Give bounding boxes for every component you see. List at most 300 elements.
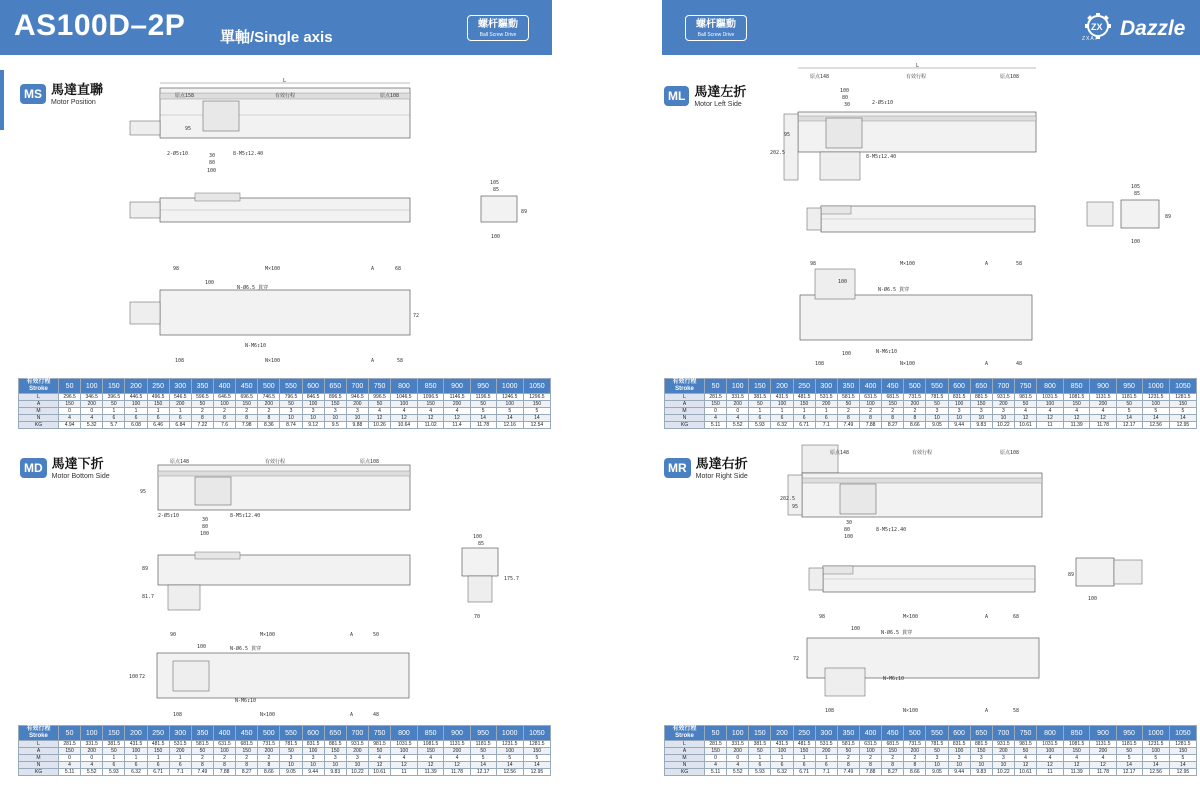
table-cell: 50 xyxy=(191,748,213,755)
table-cell: 1231.5 xyxy=(496,741,523,748)
stroke-header-cell: 750 xyxy=(368,726,390,741)
stroke-header-cell: 350 xyxy=(191,726,213,741)
table-cell: 12.17 xyxy=(1116,422,1142,429)
dim-label: 30 xyxy=(202,517,209,523)
stroke-header-cell: 300 xyxy=(169,379,191,394)
stroke-header-cell: 950 xyxy=(470,379,496,394)
stroke-header-cell: 700 xyxy=(346,379,368,394)
table-cell: 14 xyxy=(1116,415,1142,422)
table-cell: 9.44 xyxy=(948,422,970,429)
dim-label: 原点148 xyxy=(810,74,830,80)
table-cell: 14 xyxy=(1142,415,1169,422)
table-cell: 4 xyxy=(1037,755,1064,762)
table-cell: 8 xyxy=(859,762,881,769)
table-cell: 150 xyxy=(417,748,444,755)
dim-label: 48 xyxy=(373,712,380,718)
table-cell: 100 xyxy=(859,748,881,755)
table-row xyxy=(19,394,551,401)
table-cell: 6.32 xyxy=(771,769,793,776)
table-cell: 10 xyxy=(948,415,970,422)
table-cell: 2 xyxy=(837,755,859,762)
table-cell: 1 xyxy=(125,755,147,762)
table-cell: 50 xyxy=(470,748,496,755)
table-cell: 100 xyxy=(1142,748,1169,755)
stroke-header-cell: 900 xyxy=(444,726,470,741)
table-cell: 0 xyxy=(705,408,727,415)
row-label: L xyxy=(665,741,705,748)
table-cell: 4 xyxy=(1063,755,1090,762)
table-cell: 200 xyxy=(727,748,749,755)
table-cell: 150 xyxy=(59,748,81,755)
table-cell: 531.5 xyxy=(815,394,837,401)
dim-label: 原点148 xyxy=(830,450,850,456)
table-cell: 10.61 xyxy=(368,769,390,776)
row-label: N xyxy=(19,762,59,769)
table-cell: 8.66 xyxy=(258,769,280,776)
table-cell: 0 xyxy=(705,755,727,762)
table-cell: 150 xyxy=(1169,401,1196,408)
table-cell: 11 xyxy=(1037,769,1064,776)
table-cell: 431.5 xyxy=(125,741,147,748)
table-cell: 150 xyxy=(793,401,815,408)
ms-top-view-drawing xyxy=(125,75,425,180)
model-subtitle: 單軸/Single axis xyxy=(220,29,333,46)
dim-label: N×100 xyxy=(900,361,916,367)
table-cell: 200 xyxy=(81,748,103,755)
row-label: M xyxy=(665,408,705,415)
table-cell: 3 xyxy=(302,408,324,415)
table-cell: 10.26 xyxy=(368,422,390,429)
stroke-label-en: Stroke xyxy=(675,386,694,392)
dim-label: 100 xyxy=(205,280,215,286)
table-cell: 381.5 xyxy=(103,741,125,748)
table-cell: 11.02 xyxy=(417,422,444,429)
table-cell: 1281.5 xyxy=(523,741,550,748)
table-cell: 731.5 xyxy=(904,394,926,401)
ml-side-view-drawing xyxy=(795,200,1040,240)
dim-label: 原点108 xyxy=(1000,450,1020,456)
table-cell: 0 xyxy=(81,408,103,415)
table-cell: 12 xyxy=(391,762,418,769)
table-cell: 100 xyxy=(771,748,793,755)
table-cell: 10 xyxy=(346,762,368,769)
table-cell: 581.5 xyxy=(837,741,859,748)
table-cell: 10 xyxy=(280,415,302,422)
table-row xyxy=(19,755,551,762)
table-cell: 200 xyxy=(1090,748,1116,755)
table-cell: 12 xyxy=(1063,762,1090,769)
stroke-header-cell: 750 xyxy=(1014,379,1036,394)
dim-label: 70 xyxy=(474,614,481,620)
table-cell: 12 xyxy=(417,415,444,422)
stroke-header-cell: 250 xyxy=(793,726,815,741)
brand-name: Dazzle xyxy=(1120,17,1186,40)
table-cell: 631.5 xyxy=(859,394,881,401)
table-cell: 446.5 xyxy=(125,394,147,401)
table-cell: 8 xyxy=(191,415,213,422)
dim-label: 原点108 xyxy=(380,93,400,99)
table-cell: 281.5 xyxy=(705,394,727,401)
table-cell: 11.78 xyxy=(1090,769,1116,776)
table-cell: 8 xyxy=(213,762,235,769)
table-cell: 50 xyxy=(926,748,948,755)
table-cell: 10 xyxy=(302,762,324,769)
table-cell: 3 xyxy=(346,408,368,415)
table-row xyxy=(665,408,1197,415)
table-cell: 5 xyxy=(1142,408,1169,415)
svg-text:ZX: ZX xyxy=(1091,22,1103,32)
stroke-header-cell: 150 xyxy=(103,379,125,394)
mr-bottom-view-drawing xyxy=(785,608,1045,718)
table-cell: 8.66 xyxy=(904,769,926,776)
stroke-header-cell: 150 xyxy=(749,726,771,741)
header-right xyxy=(662,0,1200,55)
table-cell: 1181.5 xyxy=(1116,394,1142,401)
table-cell: 5.11 xyxy=(705,422,727,429)
dim-label: 81.7 xyxy=(142,594,155,600)
table-cell: 12 xyxy=(1063,415,1090,422)
table-cell: 5.11 xyxy=(705,769,727,776)
stroke-header-cell: 1000 xyxy=(496,379,523,394)
table-cell: 1 xyxy=(169,408,191,415)
table-cell: 981.5 xyxy=(1014,394,1036,401)
dim-label: 100 xyxy=(1131,239,1141,245)
table-cell: 681.5 xyxy=(882,394,904,401)
table-cell: 7.1 xyxy=(815,422,837,429)
dim-label: 108 xyxy=(175,358,185,364)
row-label: A xyxy=(19,401,59,408)
header-left xyxy=(0,0,552,55)
table-cell: 546.5 xyxy=(169,394,191,401)
table-cell: 100 xyxy=(859,401,881,408)
table-cell: 14 xyxy=(496,415,523,422)
table-cell: 1246.5 xyxy=(496,394,523,401)
stroke-header-cell: 400 xyxy=(859,379,881,394)
table-cell: 346.5 xyxy=(81,394,103,401)
dim-label: 108 xyxy=(815,361,825,367)
table-row xyxy=(19,415,551,422)
stroke-header-cell: 100 xyxy=(727,379,749,394)
table-cell: 6.32 xyxy=(771,422,793,429)
table-row xyxy=(19,408,551,415)
table-cell: 3 xyxy=(948,408,970,415)
table-cell: 10.64 xyxy=(391,422,418,429)
stroke-header-cell: 550 xyxy=(280,379,302,394)
table-cell: 150 xyxy=(147,401,169,408)
table-cell: 150 xyxy=(970,748,992,755)
table-cell: 8 xyxy=(904,762,926,769)
section-mr xyxy=(664,456,748,481)
table-cell: 296.5 xyxy=(59,394,81,401)
dim-label: 80 xyxy=(209,160,216,166)
dim-label: 原点158 xyxy=(175,93,195,99)
dim-label: M×100 xyxy=(903,614,919,620)
table-cell: 646.5 xyxy=(213,394,235,401)
table-cell: 3 xyxy=(926,755,948,762)
stroke-header-cell: 400 xyxy=(859,726,881,741)
table-cell: 10 xyxy=(324,415,346,422)
table-cell: 331.5 xyxy=(81,741,103,748)
stroke-header-cell: 300 xyxy=(815,379,837,394)
table-cell: 1 xyxy=(793,755,815,762)
table-cell: 1131.5 xyxy=(1090,394,1116,401)
table-cell: 931.5 xyxy=(992,394,1014,401)
table-cell: 50 xyxy=(1014,401,1036,408)
row-label: KG xyxy=(665,769,705,776)
table-cell: 12 xyxy=(444,762,470,769)
table-cell: 8 xyxy=(837,415,859,422)
table-cell: 8.36 xyxy=(258,422,280,429)
table-cell: 5.32 xyxy=(81,422,103,429)
table-cell: 9.5 xyxy=(324,422,346,429)
table-cell: 9.05 xyxy=(280,769,302,776)
dim-label: 98 xyxy=(819,614,826,620)
dim-label: 原点148 xyxy=(170,459,190,465)
stroke-header-cell: 350 xyxy=(191,379,213,394)
table-cell: 681.5 xyxy=(236,741,258,748)
table-cell: 3 xyxy=(346,755,368,762)
stroke-header-cell: 250 xyxy=(147,726,169,741)
table-cell: 12 xyxy=(391,415,418,422)
table-cell: 1231.5 xyxy=(1142,394,1169,401)
table-cell: 4 xyxy=(705,762,727,769)
table-cell: 731.5 xyxy=(904,741,926,748)
stroke-header-cell: 200 xyxy=(771,726,793,741)
dim-label: 有效行程 xyxy=(906,74,927,80)
row-label: M xyxy=(19,755,59,762)
table-cell: 496.5 xyxy=(147,394,169,401)
stroke-header-cell: 300 xyxy=(815,726,837,741)
stroke-label-zh: 有效行程 xyxy=(672,379,697,385)
row-label: A xyxy=(665,401,705,408)
md-top-view-drawing xyxy=(140,445,430,535)
mr-top-view-drawing xyxy=(780,440,1045,540)
table-cell: 12.95 xyxy=(1169,769,1196,776)
table-cell: 11.78 xyxy=(444,769,470,776)
table-cell: 1231.5 xyxy=(1142,741,1169,748)
mr-side-view-drawing xyxy=(805,560,1045,600)
dim-label: 95 xyxy=(784,132,791,138)
stroke-header-cell: 450 xyxy=(236,726,258,741)
stroke-header-cell: 550 xyxy=(926,726,948,741)
row-label: L xyxy=(19,394,59,401)
table-cell: 10 xyxy=(324,762,346,769)
table-cell: 1 xyxy=(125,408,147,415)
section-title-zh: 馬達右折 xyxy=(695,456,748,471)
table-cell: 12.95 xyxy=(523,769,550,776)
table-cell: 11 xyxy=(1037,422,1064,429)
table-cell: 100 xyxy=(496,748,523,755)
table-row xyxy=(19,401,551,408)
table-cell: 4 xyxy=(368,755,390,762)
table-cell: 5.52 xyxy=(727,422,749,429)
stroke-header-cell: 50 xyxy=(59,379,81,394)
dim-label: 8-M5↧12.40 xyxy=(233,151,264,157)
table-cell: 100 xyxy=(391,748,418,755)
dim-label: 68 xyxy=(1013,614,1020,620)
dim-label: 100 xyxy=(840,88,850,94)
table-cell: 9.12 xyxy=(302,422,324,429)
stroke-header-cell: 400 xyxy=(213,726,235,741)
table-cell: 4.94 xyxy=(59,422,81,429)
table-cell: 931.5 xyxy=(346,741,368,748)
stroke-header-cell: 650 xyxy=(970,379,992,394)
stroke-label-zh: 有效行程 xyxy=(26,726,51,732)
table-cell: 881.5 xyxy=(970,394,992,401)
table-cell: 4 xyxy=(391,755,418,762)
table-cell: 2 xyxy=(837,408,859,415)
dim-label: 95 xyxy=(792,504,799,510)
table-cell: 2 xyxy=(859,755,881,762)
table-cell: 11.78 xyxy=(1090,422,1116,429)
stroke-header-cell: 850 xyxy=(1063,726,1090,741)
dim-label: M×100 xyxy=(265,266,281,272)
table-cell: 1031.5 xyxy=(391,741,418,748)
table-cell: 50 xyxy=(1014,748,1036,755)
table-cell: 9.83 xyxy=(324,769,346,776)
stroke-header-cell: 50 xyxy=(705,379,727,394)
table-cell: 7.49 xyxy=(837,769,859,776)
dim-label: 100 xyxy=(129,674,139,680)
stroke-header-cell: 250 xyxy=(147,379,169,394)
table-cell: 200 xyxy=(258,748,280,755)
table-cell: 7.88 xyxy=(859,422,881,429)
table-cell: 2 xyxy=(191,755,213,762)
row-label: A xyxy=(665,748,705,755)
row-label: N xyxy=(665,762,705,769)
dim-label: 72 xyxy=(793,656,800,662)
table-cell: 1046.5 xyxy=(391,394,418,401)
table-cell: 731.5 xyxy=(258,741,280,748)
dim-label: A xyxy=(985,361,989,367)
table-cell: 5.11 xyxy=(59,769,81,776)
table-cell: 150 xyxy=(1169,748,1196,755)
stroke-header-cell: 350 xyxy=(837,726,859,741)
dim-label: 50 xyxy=(373,632,380,638)
table-cell: 10.61 xyxy=(1014,769,1036,776)
table-cell: 50 xyxy=(749,748,771,755)
stroke-label-en: Stroke xyxy=(675,733,694,739)
stroke-header-cell: 550 xyxy=(280,726,302,741)
stroke-header-cell: 200 xyxy=(125,726,147,741)
table-cell: 4 xyxy=(727,415,749,422)
table-cell: 7.6 xyxy=(213,422,235,429)
table-cell: 150 xyxy=(705,401,727,408)
table-cell: 8 xyxy=(236,762,258,769)
table-cell: 10.22 xyxy=(992,769,1014,776)
table-cell: 2 xyxy=(258,408,280,415)
table-cell: 100 xyxy=(302,401,324,408)
dim-label: N×100 xyxy=(260,712,276,718)
stroke-header-cell: 800 xyxy=(1037,379,1064,394)
section-title-en: Motor Right Side xyxy=(695,473,748,480)
dim-label: 72 xyxy=(413,313,420,319)
dim-label: 85 xyxy=(493,187,500,193)
table-cell: 1081.5 xyxy=(1063,741,1090,748)
dim-label: N-M6↧10 xyxy=(883,676,905,682)
dim-label: 58 xyxy=(1016,261,1023,267)
stroke-header-cell: 850 xyxy=(1063,379,1090,394)
stroke-header-cell: 900 xyxy=(444,379,470,394)
ms-bottom-view-drawing xyxy=(125,262,425,367)
table-cell: 200 xyxy=(169,401,191,408)
table-cell: 8 xyxy=(904,415,926,422)
table-cell: 1 xyxy=(815,755,837,762)
section-title-en: Motor Left Side xyxy=(694,101,742,108)
table-cell: 1096.5 xyxy=(417,394,444,401)
table-cell: 200 xyxy=(815,748,837,755)
table-cell: 150 xyxy=(882,401,904,408)
table-cell: 2 xyxy=(859,408,881,415)
table-cell: 796.5 xyxy=(280,394,302,401)
table-cell: 4 xyxy=(368,408,390,415)
table-cell: 150 xyxy=(882,748,904,755)
table-cell: 150 xyxy=(523,401,550,408)
dim-label: 80 xyxy=(844,527,851,533)
spec-table-mr xyxy=(664,725,1197,776)
left-edge-bar xyxy=(0,70,4,130)
stroke-header-cell: 800 xyxy=(391,726,418,741)
stroke-header-cell: 100 xyxy=(727,726,749,741)
table-cell: 6 xyxy=(771,762,793,769)
stroke-header-cell: 50 xyxy=(705,726,727,741)
table-cell: 2 xyxy=(236,408,258,415)
table-cell: 1181.5 xyxy=(1116,741,1142,748)
drive-badge-right xyxy=(685,15,747,41)
table-cell: 12 xyxy=(417,762,444,769)
table-cell: 8 xyxy=(258,762,280,769)
table-cell: 12.17 xyxy=(470,769,496,776)
section-code: ML xyxy=(664,86,689,106)
table-cell: 2 xyxy=(191,408,213,415)
table-cell: 12.16 xyxy=(496,422,523,429)
table-cell: 5 xyxy=(496,755,523,762)
table-cell: 4 xyxy=(1063,408,1090,415)
table-cell: 3 xyxy=(992,755,1014,762)
table-cell: 7.49 xyxy=(191,769,213,776)
table-cell: 696.5 xyxy=(236,394,258,401)
table-cell: 100 xyxy=(1037,401,1064,408)
table-cell: 11.39 xyxy=(1063,769,1090,776)
stroke-header-cell: 1050 xyxy=(1169,379,1196,394)
table-cell: 7.98 xyxy=(236,422,258,429)
table-cell: 6 xyxy=(103,415,125,422)
table-cell: 14 xyxy=(1169,415,1196,422)
table-cell: 150 xyxy=(523,748,550,755)
table-cell: 6 xyxy=(147,415,169,422)
dim-label: 58 xyxy=(1013,708,1020,714)
table-cell: 5 xyxy=(1116,408,1142,415)
table-cell: 1081.5 xyxy=(417,741,444,748)
dim-label: N-Ø6.5 貫穿 xyxy=(881,630,913,636)
table-cell: 831.5 xyxy=(302,741,324,748)
row-label: N xyxy=(19,415,59,422)
table-cell: 1 xyxy=(103,408,125,415)
table-cell: 581.5 xyxy=(191,741,213,748)
stroke-header-cell: 600 xyxy=(948,726,970,741)
table-cell: 381.5 xyxy=(749,394,771,401)
table-cell: 50 xyxy=(926,401,948,408)
row-label: L xyxy=(19,741,59,748)
table-cell: 200 xyxy=(346,748,368,755)
table-cell: 8 xyxy=(882,762,904,769)
table-cell: 2 xyxy=(258,755,280,762)
table-cell: 10.22 xyxy=(992,422,1014,429)
dim-label: A xyxy=(985,708,989,714)
table-cell: 1 xyxy=(147,755,169,762)
table-cell: 896.5 xyxy=(324,394,346,401)
table-cell: 4 xyxy=(59,415,81,422)
